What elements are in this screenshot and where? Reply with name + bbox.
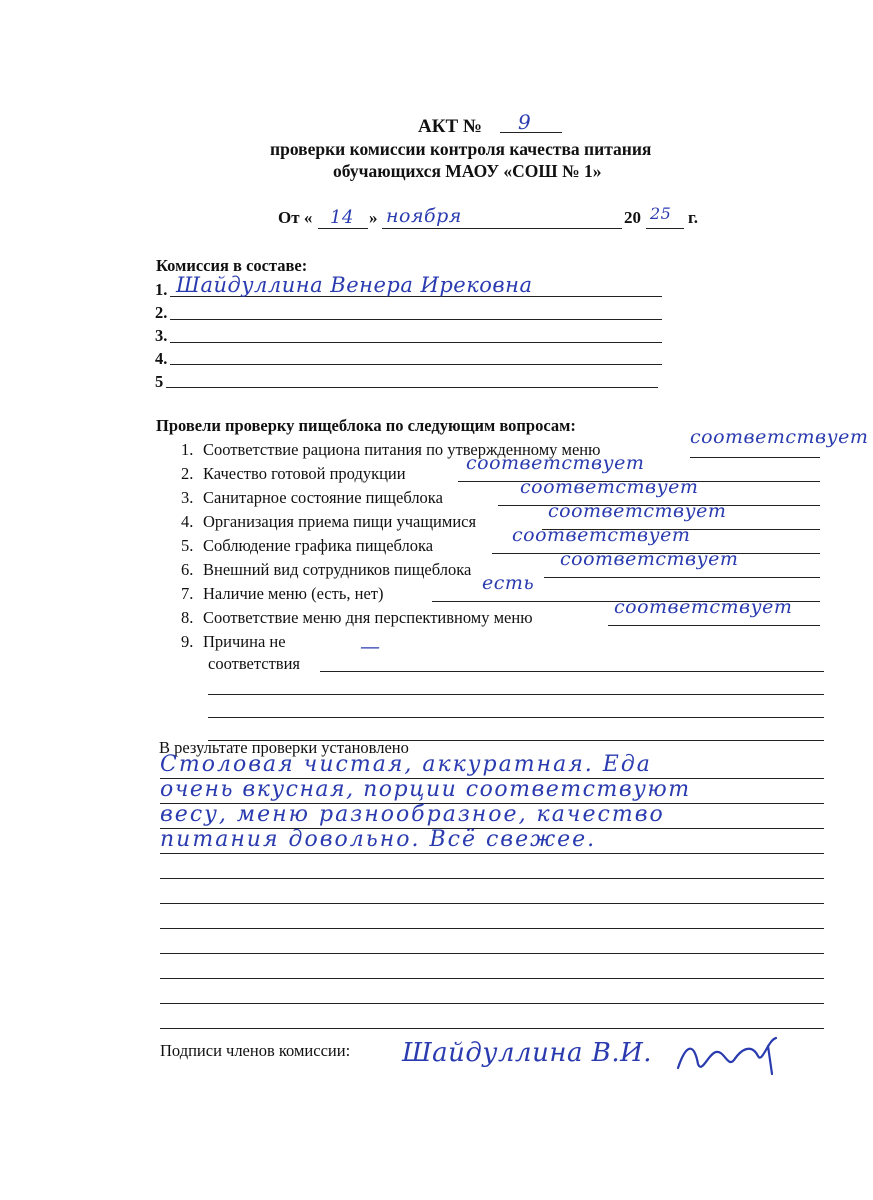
member-number: 3. [155, 326, 168, 345]
member-number: 5 [155, 372, 164, 391]
member-name: Шайдуллина Венера Ирековна [176, 273, 533, 297]
handwritten-signature [672, 1034, 792, 1080]
date-year-suffix: 25 [650, 204, 672, 223]
act-label: АКТ № [418, 116, 483, 137]
date-mid: » [369, 208, 378, 227]
question-label: Организация приема пищи учащимися [203, 512, 477, 531]
inspection-heading: Провели проверку пищеблока по следующим вопросам: [156, 416, 576, 435]
result-line-1: Столовая чистая, аккуратная. Еда [160, 752, 652, 777]
date-end: г. [688, 208, 699, 227]
result-line-4: питания довольно. Всё свежее. [160, 827, 597, 852]
question-answer: есть [482, 572, 535, 594]
act-title-line2: обучающихся МАОУ «СОШ № 1» [333, 161, 602, 181]
date-year-prefix: 20 [624, 208, 641, 227]
question-answer: соответствует [690, 426, 869, 448]
date-day: 14 [330, 207, 354, 228]
question-label: Соблюдение графика пищеблока [203, 536, 434, 555]
act-number: 9 [518, 110, 532, 134]
question-answer: соответствует [512, 524, 691, 546]
commission-heading: Комиссия в составе: [156, 256, 308, 275]
question-number: 7. [181, 584, 194, 603]
question-label: Причина не [203, 632, 286, 651]
question-answer: соответствует [466, 452, 645, 474]
question-label: Соответствие рациона питания по утвержденному меню [203, 440, 601, 459]
member-number: 4. [155, 349, 168, 368]
result-line-3: весу, меню разнообразное, качество [160, 802, 665, 827]
question-number: 4. [181, 512, 194, 531]
act-title-line1: проверки комиссии контроля качества питания [270, 139, 652, 159]
question-number: 8. [181, 608, 194, 627]
signatures-label: Подписи членов комиссии: [160, 1041, 351, 1060]
question-number: 9. [181, 632, 194, 651]
result-line-2: очень вкусная, порции соответствуют [160, 777, 691, 802]
question-label: Санитарное состояние пищеблока [203, 488, 443, 507]
question-number: 1. [181, 440, 194, 459]
question-answer: соответствует [520, 476, 699, 498]
question-number: 2. [181, 464, 194, 483]
question-answer: соответствует [548, 500, 727, 522]
date-month: ноября [386, 205, 462, 227]
question-number: 5. [181, 536, 194, 555]
question-answer: соответствует [614, 596, 793, 618]
member-number: 2. [155, 303, 168, 322]
signatures-value: Шайдуллина В.И. [402, 1038, 653, 1068]
question-number: 3. [181, 488, 194, 507]
result-heading: В результате проверки установлено [159, 738, 409, 757]
member-number: 1. [155, 280, 168, 299]
question-label: Соответствие меню дня перспективному меню [203, 608, 533, 627]
question-label-continued: соответствия [208, 654, 300, 673]
question-answer: — [360, 634, 381, 658]
question-label: Внешний вид сотрудников пищеблока [203, 560, 472, 579]
date-prefix: От « [278, 208, 313, 227]
question-number: 6. [181, 560, 194, 579]
question-label: Качество готовой продукции [203, 464, 406, 483]
question-answer: соответствует [560, 548, 739, 570]
question-label: Наличие меню (есть, нет) [203, 584, 384, 603]
